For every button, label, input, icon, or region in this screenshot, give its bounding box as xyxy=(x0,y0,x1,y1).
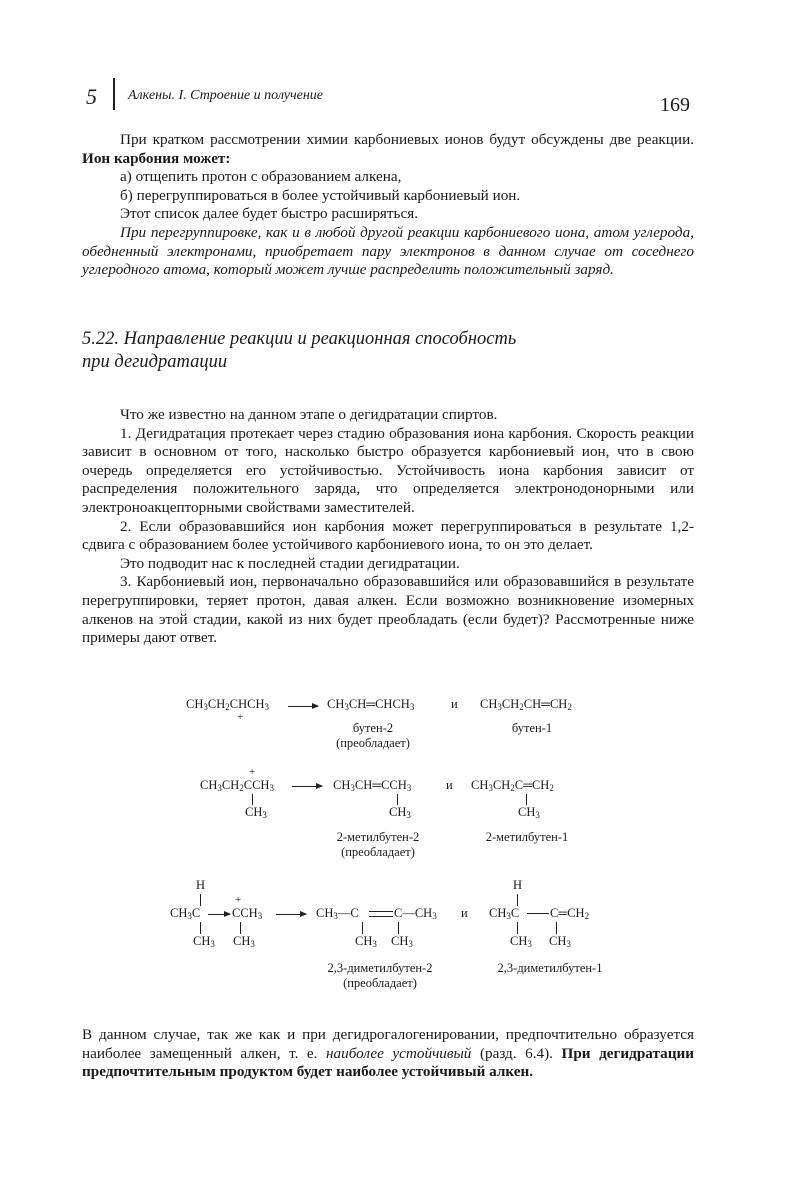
r3-p2-methyl-2: $CH_3$ xyxy=(549,934,571,949)
r1-conjunction: и xyxy=(451,697,458,711)
r2-carbocation: $CH_3CH_2CCH_3$ xyxy=(200,778,274,793)
r3-ion-cc-bond xyxy=(208,914,230,915)
section-title-line-2: при дегидратации xyxy=(82,352,228,372)
r2-charge: + xyxy=(249,766,256,778)
r1-product-1-name: бутен-2 (преобладает) xyxy=(336,721,410,750)
r3-ion-right: $CCH_3$ xyxy=(232,906,263,921)
intro-block xyxy=(82,131,694,280)
r1-carbocation: $CH_3CH_2CHCH_3$ xyxy=(186,697,269,712)
r2-ion-bond xyxy=(252,794,253,805)
r3-ion-methyl-1: $CH_3$ xyxy=(193,934,215,949)
r3-product-2-left: $CH_3C$ xyxy=(489,906,520,921)
intro-item-a: а) отщепить протон с образованием алкена, xyxy=(120,168,402,186)
r3-ion-left: $CH_3C$ xyxy=(170,906,201,921)
r3-p1-methyl-1: $CH_3$ xyxy=(355,934,377,949)
r1-arrow xyxy=(288,706,318,707)
r3-product-1-name: 2,3-диметилбутен-2 (преобладает) xyxy=(327,961,433,990)
r1-product-1: $CH_3CH═CHCH_3$ xyxy=(327,697,415,712)
r3-product-2-name: 2,3-диметилбутен-1 xyxy=(497,961,603,975)
body-block xyxy=(82,406,694,648)
r1-product-2-name: бутен-1 xyxy=(511,721,553,735)
body-paragraph-3: 2. Если образовавшийся ион карбония может перегруппироваться в результате 1,2-сдвига с образованием более устойчивого карбониевого иона, то он это делает. xyxy=(82,517,694,554)
section-title-line-1: 5.22. Направление реакции и реакционная способность xyxy=(82,329,517,349)
r3-product-2-right: $C═CH_2$ xyxy=(550,906,590,921)
r2-arrow xyxy=(292,786,322,787)
r3-conjunction: и xyxy=(461,906,468,920)
intro-paragraph-3: При перегруппировке, как и в любой другой реакции карбониевого иона, атом углерода, обедненный электронами, приобретает пару электронов в данном случае от соседнего углеродного атома, который может лучше распределить положительный заряд. xyxy=(82,223,694,279)
r3-p2-bond-1 xyxy=(517,922,518,934)
r3-p2-single-bond xyxy=(527,913,549,914)
r3-charge: + xyxy=(235,894,242,906)
r3-ion-h-bond xyxy=(200,894,201,906)
r2-product-2-name: 2-метилбутен-1 xyxy=(485,830,569,844)
r3-product-1-right: $C—CH_3$ xyxy=(394,906,437,921)
body-paragraph-4: Это подводит нас к последней стадии дегидратации. xyxy=(120,554,460,572)
r3-ion-hydrogen: H xyxy=(196,878,206,892)
conclusion-paragraph: В данном случае, так же как и при дегидрогалогенировании, предпочтительно образуется наиболее замещенный алкен, т. е. наиболее устойчивый (разд. 6.4). При дегидратации предпочтительным продуктом будет наиболее устойчивый алкен. xyxy=(82,1026,695,1081)
r3-ion-bond-1 xyxy=(200,922,201,934)
body-paragraph-1: Что же известно на данном этапе о дегидратации спиртов. xyxy=(120,406,498,423)
chapter-title: Алкены. I. Строение и получение xyxy=(128,88,324,103)
r3-product-1-left: $CH_3—C$ xyxy=(316,906,359,921)
page-number: 169 xyxy=(660,94,690,116)
r1-charge: + xyxy=(237,711,244,723)
r3-p2-methyl-1: $CH_3$ xyxy=(510,934,532,949)
r2-p1-methyl: $CH_3$ xyxy=(389,805,411,820)
r2-product-2: $CH_3CH_2C═CH_2$ xyxy=(471,778,554,793)
r2-p2-bond xyxy=(526,794,527,805)
r1-product-2: $CH_3CH_2CH═CH_2$ xyxy=(480,697,572,712)
header-divider xyxy=(113,78,115,110)
r2-ion-methyl: $CH_3$ xyxy=(245,805,267,820)
r3-p2-hydrogen: H xyxy=(513,878,523,892)
r3-p2-bond-2 xyxy=(556,922,557,934)
r2-conjunction: и xyxy=(446,778,453,792)
r2-product-1-name: 2-метилбутен-2 (преобладает) xyxy=(336,830,420,859)
r3-arrow xyxy=(276,914,306,915)
intro-paragraph-2: Этот список далее будет быстро расширяться. xyxy=(120,205,418,223)
r3-p1-double-bond xyxy=(369,911,393,917)
r3-ion-bond-2 xyxy=(240,922,241,934)
r2-p2-methyl: $CH_3$ xyxy=(518,805,540,820)
body-paragraph-5: 3. Карбониевый ион, первоначально образовавшийся или образовавшийся в результате перегруппировки, теряет протон, давая алкен. Если возможно возникновение изомерных алкенов на этой стадии, какой из них будет преобладать (если будет)? Рассмотренные ниже примеры дают ответ. xyxy=(82,573,694,647)
r2-product-1: $CH_3CH═CCH_3$ xyxy=(333,778,412,793)
intro-item-b: б) перегруппироваться в более устойчивый карбониевый ион. xyxy=(120,186,521,204)
section-title xyxy=(82,328,682,374)
r3-p2-h-bond xyxy=(517,894,518,906)
r3-p1-bond-1 xyxy=(362,922,363,934)
body-paragraph-2: 1. Дегидратация протекает через стадию образования иона карбония. Скорость реакции зависит в основном от того, насколько быстро образуется карбониевый ион, что в свою очередь определяется его устойчивостью. Устойчивость иона карбония зависит от распределения положительного заряда, что определяется электронодонорными или электроноакцепторными свойствами заместителей. xyxy=(82,424,694,516)
conclusion-block xyxy=(82,1026,694,1082)
intro-paragraph-1: При кратком рассмотрении химии карбониевых ионов будут обсуждены две реакции. Ион карбония может: xyxy=(82,131,694,167)
r3-p1-methyl-2: $CH_3$ xyxy=(391,934,413,949)
r2-p1-bond xyxy=(397,794,398,805)
r3-ion-methyl-2: $CH_3$ xyxy=(233,934,255,949)
r3-p1-bond-2 xyxy=(398,922,399,934)
chapter-number: 5 xyxy=(86,84,97,109)
